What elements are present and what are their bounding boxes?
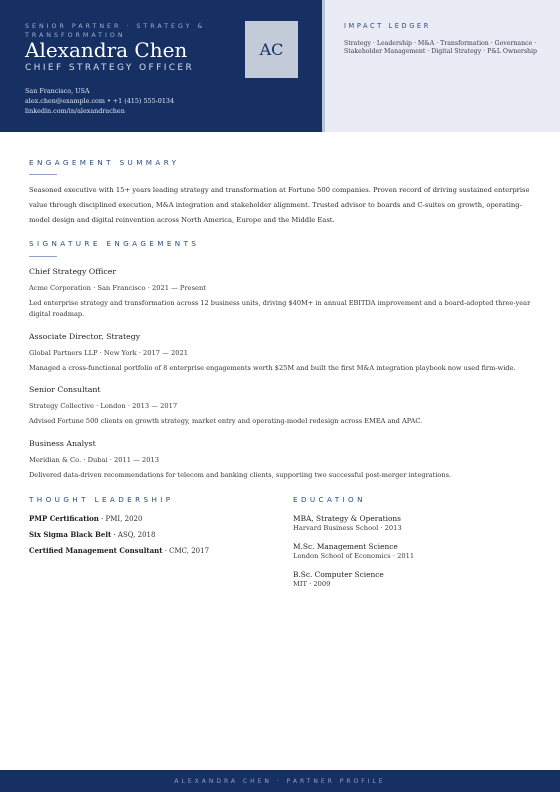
- education-item: [293, 514, 402, 532]
- engagement-item: [29, 439, 535, 479]
- engagement-description: Advised Fortune 500 clients on growth strategy, market entry and operating-model redesign across EMEA and APAC.: [29, 417, 423, 425]
- contact-linkedin: linkedin.com/in/alexandrachen: [25, 106, 125, 115]
- education-school: MIT · 2009: [293, 580, 331, 588]
- engagement-meta: Global Partners LLP · New York · 2017 — 2021: [29, 349, 189, 357]
- engagement-item: [29, 385, 535, 425]
- engagement-description: Led enterprise strategy and transformation across 12 business units, driving $40M+ in annual EBITDA improvement and a board-adopted three-year digital roadmap.: [29, 299, 531, 318]
- candidate-name: Alexandra Chen: [25, 38, 188, 62]
- certification-item: [29, 514, 142, 523]
- candidate-role: CHIEF STRATEGY OFFICER: [25, 63, 195, 73]
- summary-section-rule: [29, 174, 57, 175]
- monogram-badge: AC: [245, 21, 298, 78]
- page-footer: [0, 770, 560, 792]
- thought-leadership-section-title: THOUGHT LEADERSHIP: [29, 495, 174, 504]
- certification-name: PMP Certification: [29, 514, 99, 523]
- certification-detail: · ASQ, 2018: [111, 531, 156, 539]
- engagement-meta: Strategy Collective · London · 2013 — 2017: [29, 402, 178, 410]
- engagement-meta: Meridian & Co. · Dubai · 2011 — 2013: [29, 456, 160, 464]
- certification-name: Six Sigma Black Belt: [29, 530, 112, 539]
- contact-email-phone: alex.chen@example.com • +1 (415) 555-0134: [25, 96, 175, 105]
- education-degree: B.Sc. Computer Science: [293, 570, 384, 579]
- engagements-section-rule: [29, 256, 57, 257]
- summary-text: Seasoned executive with 15+ years leading strategy and transformation at Fortune 500 companies. Proven record of driving sustained enterprise value through disciplined execution, M&A integration and stakeholder alignment. Trusted advisor to boards and C-suites on growth, operating-model design and digital reinvention across North America, Europe and the Middle East.: [29, 186, 530, 224]
- certification-item: [29, 546, 209, 555]
- education-school: Harvard Business School · 2013: [293, 524, 402, 532]
- contact-location: San Francisco, USA: [25, 87, 90, 95]
- certification-detail: · PMI, 2020: [98, 515, 143, 523]
- education-section-title: EDUCATION: [293, 495, 366, 504]
- engagement-title: Senior Consultant: [29, 385, 101, 394]
- resume-header: [0, 0, 560, 132]
- engagement-title: Chief Strategy Officer: [29, 267, 117, 276]
- education-degree: MBA, Strategy & Operations: [293, 514, 401, 523]
- contact-block: [25, 87, 174, 116]
- education-degree: M.Sc. Management Science: [293, 542, 398, 551]
- summary-section-title: ENGAGEMENT SUMMARY: [29, 158, 180, 167]
- education-item: [293, 542, 414, 560]
- education-item: [293, 570, 384, 588]
- engagements-section-title: SIGNATURE ENGAGEMENTS: [29, 239, 200, 248]
- engagement-description: Delivered data-driven recommendations for telecom and banking clients, supporting two successful post-merger integrations.: [29, 471, 452, 479]
- header-kicker: SENIOR PARTNER · STRATEGY & TRANSFORMATION: [25, 23, 206, 39]
- certification-item: [29, 530, 155, 539]
- engagement-meta: Acme Corporation · San Francisco · 2021 — Present: [29, 284, 206, 292]
- footer-text: ALEXANDRA CHEN · PARTNER PROFILE: [174, 777, 386, 785]
- impact-ledger-title: IMPACT LEDGER: [344, 22, 431, 30]
- engagement-title: Business Analyst: [29, 439, 96, 448]
- impact-ledger-skills: Strategy · Leadership · M&A · Transformation · Governance · Stakeholder Management · Digital Strategy · P&L Ownership: [344, 40, 537, 56]
- engagement-item: [29, 267, 535, 318]
- education-school: London School of Economics · 2011: [293, 552, 415, 560]
- engagement-item: [29, 332, 535, 372]
- impact-ledger-panel: [325, 0, 560, 132]
- engagement-description: Managed a cross-functional portfolio of 8 enterprise engagements worth $25M and built the first M&A integration playbook now used firm-wide.: [29, 364, 516, 372]
- certification-detail: · CMC, 2017: [162, 547, 210, 555]
- certification-name: Certified Management Consultant: [29, 546, 163, 555]
- engagement-title: Associate Director, Strategy: [29, 332, 141, 341]
